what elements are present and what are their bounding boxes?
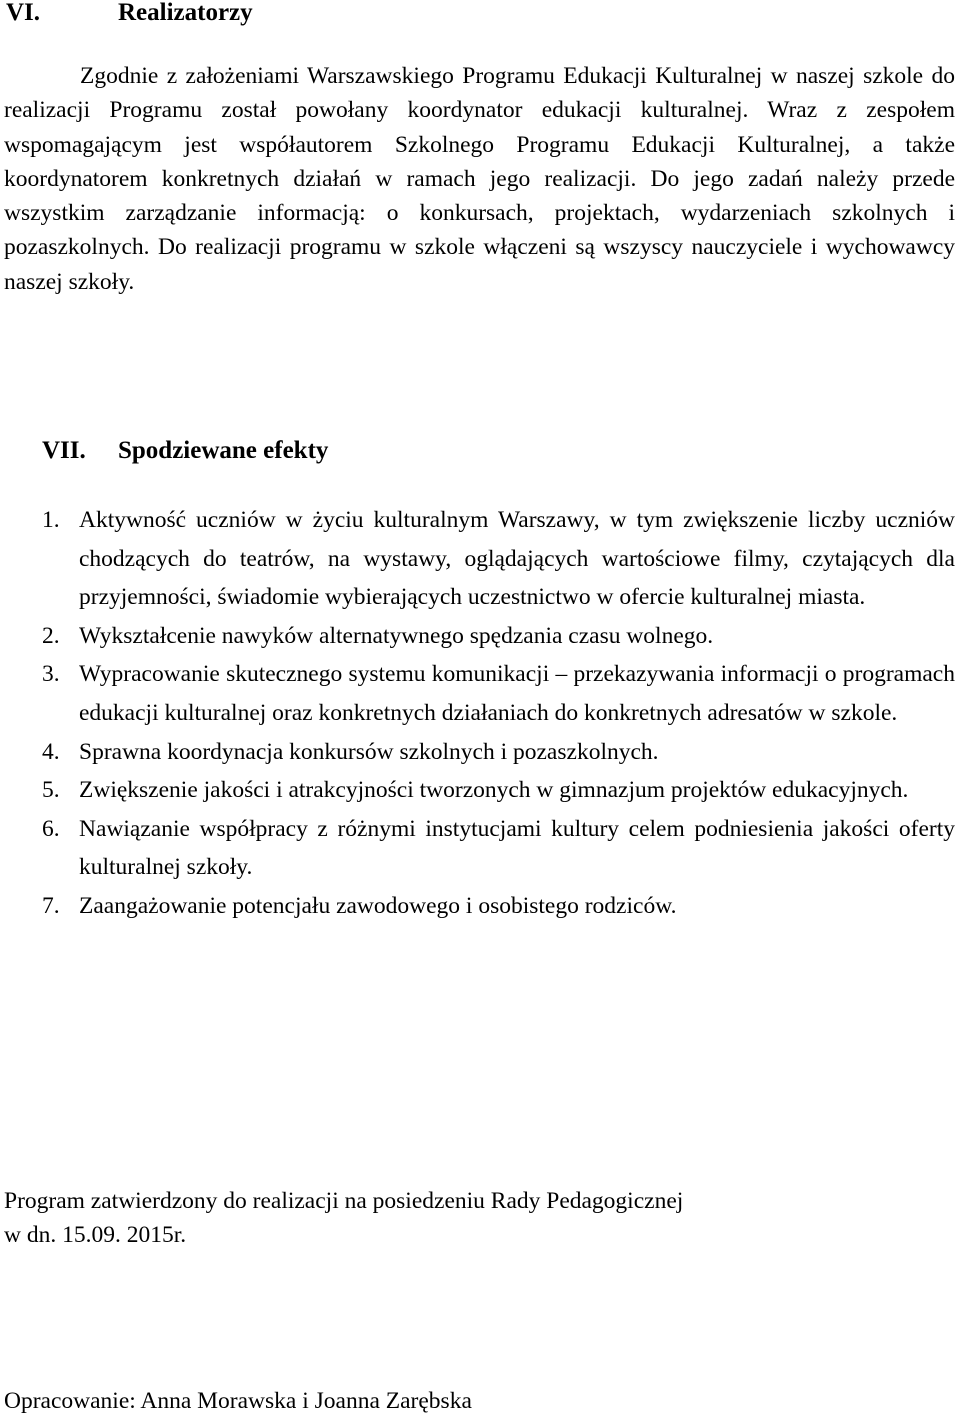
section-paragraph: Zgodnie z założeniami Warszawskiego Programu Edukacji Kulturalnej w naszej szkole do realizacji Programu został powołany koordynator edukacji kulturalnej. Wraz z zespołem wspomagającym jest współautorem Szkolnego Programu Edukacji Kulturalnej, a także koordynatorem konkretnych działań w ramach jego realizacji. Do jego zadań należy przede wszystkim zarządzanie informacją: o konkursach, projektach, wydarzeniach szkolnych i pozaszkolnych. Do realizacji programu w szkole włączeni są wszyscy nauczyciele i wychowawcy naszej szkoły.	[4, 63, 955, 295]
approval-line: Program zatwierdzony do realizacji na posiedzeniu Rady Pedagogicznej	[4, 1188, 684, 1214]
list-item-text: Nawiązanie współpracy z różnymi instytucjami kultury celem podniesienia jakości oferty kulturalnej szkoły.	[79, 815, 955, 881]
section-title: Realizatorzy	[118, 0, 253, 26]
list-item	[42, 771, 955, 810]
section-number: VI.	[6, 0, 41, 26]
approval-date: w dn. 15.09. 2015r.	[4, 1222, 187, 1248]
outcomes-list	[42, 501, 955, 926]
list-item	[42, 501, 955, 617]
list-item	[42, 810, 955, 887]
list-item	[42, 733, 955, 772]
list-item-number: 5.	[42, 777, 60, 804]
list-item-text: Sprawna koordynacja konkursów szkolnych i pozaszkolnych.	[79, 738, 659, 765]
list-item-number: 1.	[42, 507, 60, 533]
section-heading-spodziewane-efekty	[42, 436, 328, 466]
list-item-number: 2.	[42, 622, 60, 649]
list-item-text: Wypracowanie skutecznego systemu komunikacji – przekazywania informacji o programach edukacji kulturalnej oraz konkretnych działaniach do konkretnych adresatów w szkole.	[79, 661, 955, 726]
author-credit: Opracowanie: Anna Morawska i Joanna Zarębska	[4, 1388, 472, 1414]
section-title: Spodziewane efekty	[118, 437, 329, 464]
list-item-number: 7.	[42, 892, 60, 919]
list-item-text: Zaangażowanie potencjału zawodowego i osobistego rodziców.	[79, 892, 677, 919]
list-item-number: 4.	[42, 738, 60, 765]
list-item-text: Aktywność uczniów w życiu kulturalnym Warszawy, w tym zwiększenie liczby uczniów chodzących do teatrów, na wystawy, oglądających wartościowe filmy, czytających dla przyjemności, świadomie wybierających uczestnictwo w ofercie kulturalnej miasta.	[79, 507, 955, 611]
list-item	[42, 655, 955, 732]
list-item	[42, 617, 955, 656]
list-item-text: Wykształcenie nawyków alternatywnego spędzania czasu wolnego.	[79, 622, 714, 649]
list-item-text: Zwiększenie jakości i atrakcyjności tworzonych w gimnazjum projektów edukacyjnych.	[79, 777, 909, 804]
section-heading-realizatorzy	[6, 0, 253, 28]
section-number: VII.	[42, 437, 86, 464]
list-item	[42, 887, 955, 926]
list-item-number: 3.	[42, 661, 60, 688]
list-item-number: 6.	[42, 815, 60, 842]
approval-note	[4, 1184, 955, 1252]
